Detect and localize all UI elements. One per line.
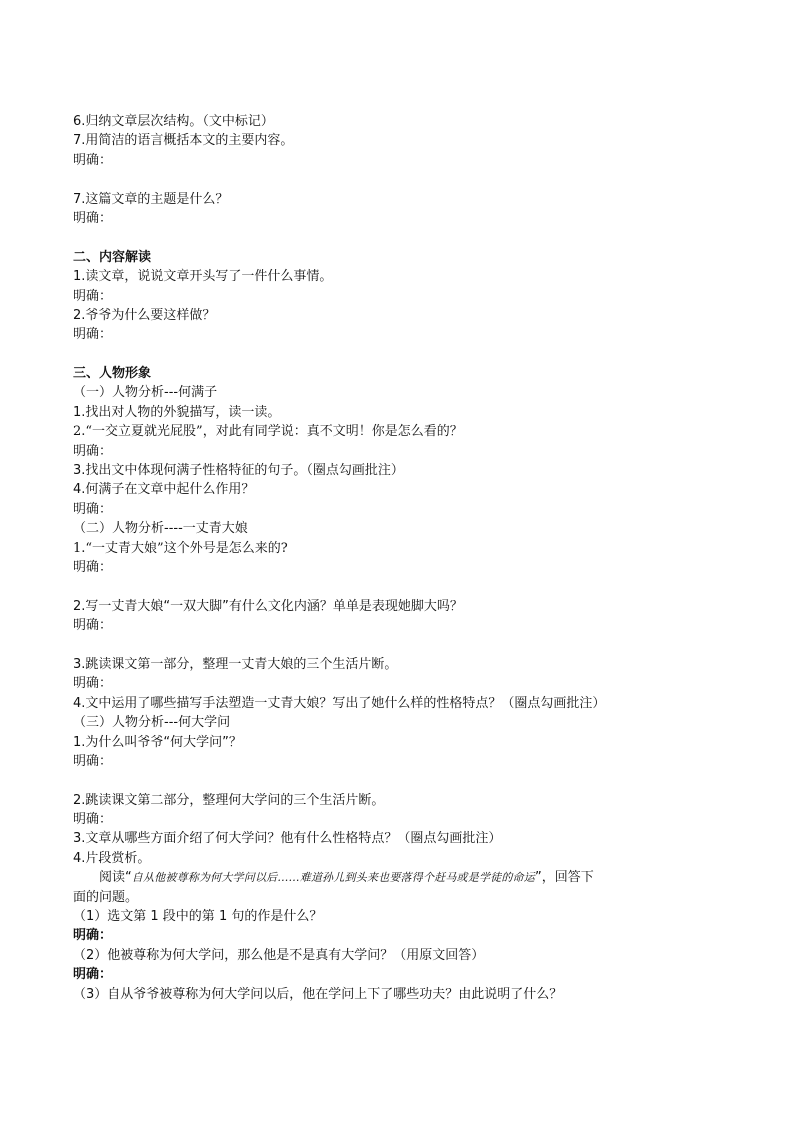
blank-line xyxy=(73,771,733,790)
answer-label: 明确： xyxy=(73,618,113,634)
answer-label: 明确： xyxy=(73,928,113,944)
answer-label: 明确： xyxy=(73,559,113,575)
answer-label: 明确： xyxy=(73,210,113,226)
he-manzi-question-2: 2.“一交立夏就光屁股”，对此有同学说：真不文明！你是怎么看的？ xyxy=(73,424,463,440)
question-7-theme: 7.这篇文章的主题是什么？ xyxy=(73,191,229,207)
answer-label: 明确： xyxy=(73,812,113,828)
reading-question-1: （1）选文第 1 段中的第 1 句的作是什么？ xyxy=(73,909,323,925)
answer-label: 明确： xyxy=(73,967,113,983)
subsection-yizhangqing: （二）人物分析----一丈青大娘 xyxy=(73,521,248,537)
reading-quote: 自从他被尊称为何大学问以后……难道孙儿到头来也要落得个赶马或是学徒的命运 xyxy=(131,871,535,885)
blank-line xyxy=(73,577,733,596)
reading-instruction xyxy=(73,868,733,887)
reading-suffix: ”，回答下 xyxy=(534,870,594,886)
section-2-question-1: 1.读文章，说说文章开头写了一件什么事情。 xyxy=(73,269,333,285)
yizhangqing-question-4: 4.文中运用了哪些描写手法塑造一丈青大娘？写出了她什么样的性格特点？（圈点勾画批注） xyxy=(73,695,606,711)
blank-line xyxy=(73,636,733,655)
blank-line xyxy=(73,228,733,247)
he-daxuewen-question-3: 3.文章从哪些方面介绍了何大学问？他有什么性格特点？（圈点勾画批注） xyxy=(73,831,502,847)
answer-label: 明确： xyxy=(73,676,113,692)
answer-label: 明确： xyxy=(73,753,113,769)
reading-question-3: （3）自从爷爷被尊称为何大学问以后，他在学问上下了哪些功夫？由此说明了什么？ xyxy=(73,986,563,1002)
section-2-title: 二、内容解读 xyxy=(73,249,152,265)
answer-label: 明确： xyxy=(73,501,113,517)
reading-prefix: 阅读“ xyxy=(99,870,132,886)
section-3-title: 三、人物形象 xyxy=(73,366,152,382)
he-manzi-question-3: 3.找出文中体现何满子性格特征的句子。（圈点勾画批注） xyxy=(73,463,404,479)
answer-label: 明确： xyxy=(73,288,113,304)
yizhangqing-question-3: 3.跳读课文第一部分，整理一丈青大娘的三个生活片断。 xyxy=(73,656,398,672)
blank-line xyxy=(73,170,733,189)
he-daxuewen-question-4: 4.片段赏析。 xyxy=(73,850,151,866)
reading-question-2: （2）他被尊称为何大学问，那么他是不是真有大学问？（用原文回答） xyxy=(73,947,485,963)
blank-line xyxy=(73,345,733,364)
reading-instruction-continued: 面的问题。 xyxy=(73,889,139,905)
he-daxuewen-question-1: 1.为什么叫爷爷“何大学问”？ xyxy=(73,734,242,750)
he-daxuewen-question-2: 2.跳读课文第二部分，整理何大学问的三个生活片断。 xyxy=(73,792,385,808)
answer-label: 明确： xyxy=(73,152,113,168)
subsection-he-daxuewen: （三）人物分析---何大学问 xyxy=(73,715,231,731)
section-2-question-2: 2.爷爷为什么要这样做？ xyxy=(73,307,216,323)
yizhangqing-question-2: 2.写一丈青大娘“一双大脚”有什么文化内涵？单单是表现她脚大吗？ xyxy=(73,598,463,614)
subsection-he-manzi: （一）人物分析---何满子 xyxy=(73,385,218,401)
yizhangqing-question-1: 1.“一丈青大娘”这个外号是怎么来的? xyxy=(73,540,288,556)
answer-label: 明确： xyxy=(73,443,113,459)
he-manzi-question-1: 1.找出对人物的外貌描写，读一读。 xyxy=(73,404,281,420)
worksheet-body xyxy=(73,112,733,1004)
he-manzi-question-4: 4.何满子在文章中起什么作用？ xyxy=(73,482,255,498)
answer-label: 明确： xyxy=(73,327,113,343)
question-6: 6.归纳文章层次结构。（文中标记） xyxy=(73,114,274,129)
question-7-summary: 7.用简洁的语言概括本文的主要内容。 xyxy=(73,133,294,149)
